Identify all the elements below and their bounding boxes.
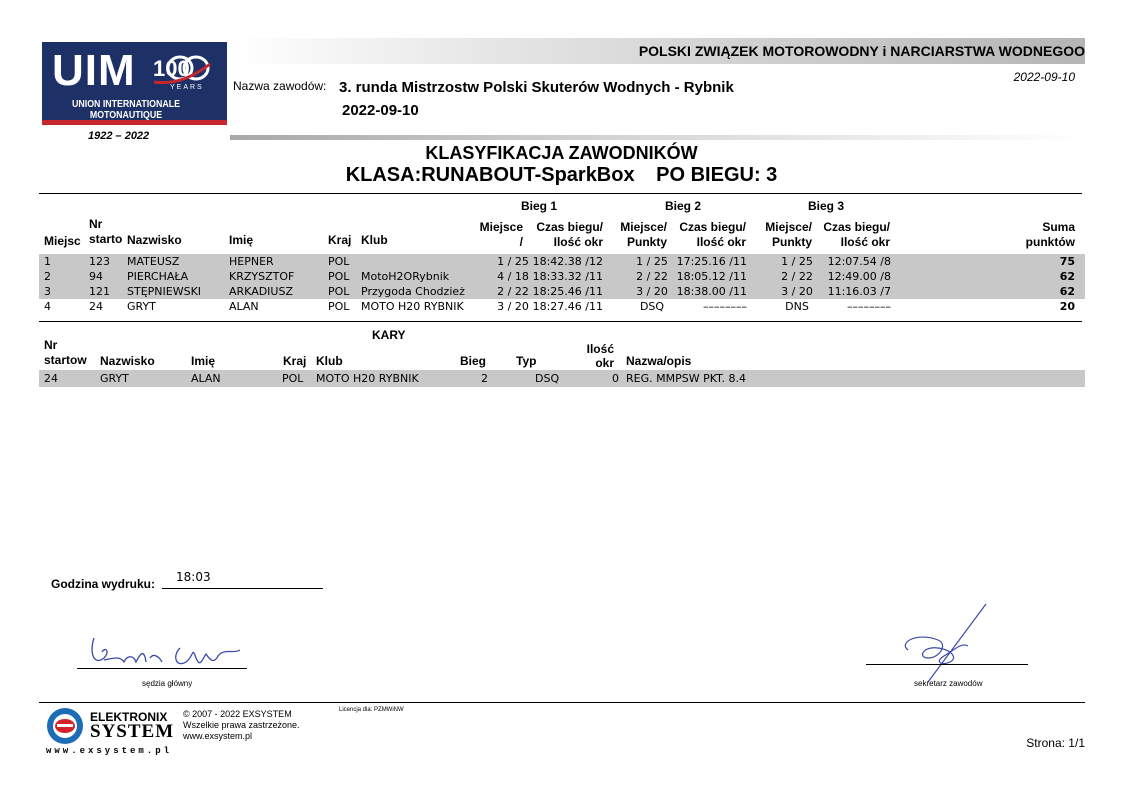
row-h3-time: 12:49.00 /8 xyxy=(827,270,891,283)
row-h1-time: 18:42.38 /12 xyxy=(532,255,603,268)
logo-uim-text: UIM xyxy=(52,46,136,95)
row-h2-place: DSQ xyxy=(639,300,665,313)
col-nr-2: starto xyxy=(89,232,123,246)
row-h2-place: 3 / 20 xyxy=(636,285,668,298)
pen-row-desc: REG. MMPSW PKT. 8.4 xyxy=(626,372,746,385)
company-url: www.exsystem.pl xyxy=(46,746,173,756)
row-h2-time: 17:25.16 /11 xyxy=(676,255,747,268)
row-h2-time: 18:38.00 /11 xyxy=(676,285,747,298)
col-h1-time-2: Ilość okr xyxy=(553,235,603,249)
col-h2-time-1: Czas biegu/ xyxy=(679,220,746,234)
col-h3-time-1: Czas biegu/ xyxy=(823,220,890,234)
page-number: Strona: 1/1 xyxy=(1026,736,1085,750)
row-name: ARKADIUSZ xyxy=(229,285,293,298)
copyright: © 2007 - 2022 EXSYSTEM xyxy=(183,709,292,719)
row-h3-place: 2 / 22 xyxy=(781,270,813,283)
row-sum: 20 xyxy=(1059,300,1075,313)
row-country: POL xyxy=(328,285,350,298)
row-nr: 121 xyxy=(89,285,110,298)
pen-row-heat: 2 xyxy=(481,372,488,385)
row-h2-time: 18:05.12 /11 xyxy=(676,270,747,283)
judge-label: sędzia główny xyxy=(142,679,193,688)
after-heat: PO BIEGU: 3 xyxy=(656,164,778,186)
divider-line xyxy=(39,193,1082,194)
judge-signature-icon xyxy=(84,628,254,673)
pen-row-surname: GRYT xyxy=(100,372,129,385)
class-name: KLASA:RUNABOUT-SparkBox xyxy=(345,164,635,186)
pen-col-club: Klub xyxy=(316,354,343,368)
print-time-underline xyxy=(162,588,323,589)
pen-col-laps-2: okr xyxy=(595,356,614,370)
logo-years-word: YEARS xyxy=(170,84,204,91)
row-nr: 24 xyxy=(89,300,103,313)
pen-row-type: DSQ xyxy=(535,372,560,385)
pen-row-name: ALAN xyxy=(191,372,221,385)
row-name: HEPNER xyxy=(229,255,274,268)
row-country: POL xyxy=(328,270,350,283)
table-row xyxy=(39,299,1085,314)
print-time-value: 18:03 xyxy=(176,570,211,584)
row-h2-place: 1 / 25 xyxy=(636,255,668,268)
header-divider-band xyxy=(230,135,1085,140)
row-h2-place: 2 / 22 xyxy=(636,270,668,283)
table-row xyxy=(39,284,1085,299)
pen-row-club: MOTO H20 RYBNIK xyxy=(316,372,419,385)
col-h2-time-2: Ilość okr xyxy=(696,235,746,249)
table-row xyxy=(39,370,1085,387)
col-place: Miejsc xyxy=(44,234,81,248)
col-h1-place-1: Miejsce xyxy=(479,220,523,234)
rights: Wszelkie prawa zastrzeżone. xyxy=(183,720,300,730)
row-h1-time: 18:27.46 /11 xyxy=(532,300,603,313)
row-place: 4 xyxy=(44,300,51,313)
row-nr: 94 xyxy=(89,270,103,283)
pen-col-laps-1: Ilość xyxy=(586,342,614,356)
heat-1-title: Bieg 1 xyxy=(521,199,558,213)
secretary-label: sekretarz zawodów xyxy=(914,679,983,688)
col-surname: Nazwisko xyxy=(127,233,182,247)
col-h1-time-1: Czas biegu/ xyxy=(536,220,603,234)
penalties-title: KARY xyxy=(372,328,406,342)
license-text: Licencja dla: PZMWiNW xyxy=(339,707,404,713)
pen-row-country: POL xyxy=(282,372,304,385)
print-time-label: Godzina wydruku: xyxy=(51,577,156,591)
table-row xyxy=(39,269,1085,284)
copyright-block xyxy=(183,709,300,742)
row-sum: 62 xyxy=(1059,285,1075,298)
row-name: ALAN xyxy=(229,300,259,313)
row-club: Przygoda Chodzież xyxy=(361,285,465,298)
pen-col-surname: Nazwisko xyxy=(100,354,155,368)
row-place: 1 xyxy=(44,255,51,268)
row-sum: 75 xyxy=(1059,255,1075,268)
row-nr: 123 xyxy=(89,255,110,268)
row-club: MotoH2ORybnik xyxy=(361,270,450,283)
row-h3-place: 3 / 20 xyxy=(781,285,813,298)
row-h3-time: –––––––– xyxy=(847,300,891,313)
row-h1-place: 2 / 22 xyxy=(497,285,529,298)
row-h3-place: 1 / 25 xyxy=(781,255,813,268)
event-date: 2022-09-10 xyxy=(342,102,419,119)
col-h2-place-1: Miejsce/ xyxy=(620,220,667,234)
exsystem-logo-icon xyxy=(45,707,85,745)
row-h3-time: 11:16.03 /7 xyxy=(827,285,891,298)
col-sum-2: punktów xyxy=(1025,235,1075,249)
classification-subtitle xyxy=(0,164,1123,187)
row-h1-place: 3 / 20 xyxy=(497,300,529,313)
row-surname: PIERCHAŁA xyxy=(127,270,189,283)
pen-col-name: Imię xyxy=(191,354,216,368)
website-link[interactable]: www.exsystem.pl xyxy=(183,731,253,741)
row-h3-place: DNS xyxy=(785,300,809,313)
col-h2-place-2: Punkty xyxy=(626,235,667,249)
col-h3-time-2: Ilość okr xyxy=(840,235,890,249)
row-place: 2 xyxy=(44,270,51,283)
pen-col-desc: Nazwa/opis xyxy=(626,354,692,368)
company-name-line2: SYSTEM xyxy=(90,721,175,742)
pen-col-country: Kraj xyxy=(283,354,307,368)
pen-col-type: Typ xyxy=(516,354,537,368)
event-name: 3. runda Mistrzostw Polski Skuterów Wodnych - Rybnik xyxy=(339,79,734,96)
col-h3-place-1: Miejsce/ xyxy=(765,220,812,234)
row-country: POL xyxy=(328,300,350,313)
row-sum: 62 xyxy=(1059,270,1075,283)
col-sum-1: Suma xyxy=(1042,220,1075,234)
divider-line xyxy=(39,321,1082,322)
logo-subtitle: UNION INTERNATIONALE MOTONAUTIQUE xyxy=(72,99,180,121)
classification-title: KLASYFIKACJA ZAWODNIKÓW xyxy=(425,143,698,163)
federation-title: POLSKI ZWIĄZEK MOTOROWODNY i NARCIARSTWA WODNEGOO xyxy=(638,43,1085,59)
row-h1-place: 1 / 25 xyxy=(497,255,529,268)
row-h2-time: –––––––– xyxy=(703,300,747,313)
secretary-signature-line xyxy=(866,664,1028,665)
row-place: 3 xyxy=(44,285,51,298)
col-club: Klub xyxy=(361,233,388,247)
col-h3-place-2: Punkty xyxy=(771,235,812,249)
heat-2-title: Bieg 2 xyxy=(665,199,702,213)
footer-divider xyxy=(39,702,1085,703)
pen-row-laps: 0 xyxy=(612,372,619,385)
row-h1-place: 4 / 18 xyxy=(497,270,529,283)
pen-col-heat: Bieg xyxy=(460,354,487,368)
row-h1-time: 18:33.32 /11 xyxy=(532,270,603,283)
heat-3-title: Bieg 3 xyxy=(808,199,845,213)
logo-hundred: 100 xyxy=(153,56,190,81)
row-surname: GRYT xyxy=(127,300,156,313)
row-surname: STĘPNIEWSKI xyxy=(127,285,202,298)
secretary-signature-icon xyxy=(888,602,998,684)
pen-row-nr: 24 xyxy=(44,372,58,385)
table-row xyxy=(39,254,1085,269)
judge-signature-line xyxy=(77,668,247,669)
row-surname: MATEUSZ xyxy=(127,255,180,268)
pen-col-nr-1: Nr xyxy=(44,338,58,352)
company-name-line1: ELEKTRONIX xyxy=(90,710,168,724)
row-club: MOTO H20 RYBNIK xyxy=(361,300,464,313)
row-h1-time: 18:25.46 /11 xyxy=(532,285,603,298)
col-nr-1: Nr xyxy=(89,217,103,231)
row-h3-time: 12:07.54 /8 xyxy=(827,255,891,268)
row-country: POL xyxy=(328,255,350,268)
logo-years-span: 1922 – 2022 xyxy=(88,130,150,142)
col-country: Kraj xyxy=(328,233,352,247)
event-label: Nazwa zawodów: xyxy=(233,79,327,93)
col-h1-place-2: / xyxy=(519,235,523,249)
row-name: KRZYSZTOF xyxy=(229,270,295,283)
header-date: 2022-09-10 xyxy=(1013,70,1075,84)
col-name: Imię xyxy=(229,233,254,247)
pen-col-nr-2: startow xyxy=(44,353,87,367)
